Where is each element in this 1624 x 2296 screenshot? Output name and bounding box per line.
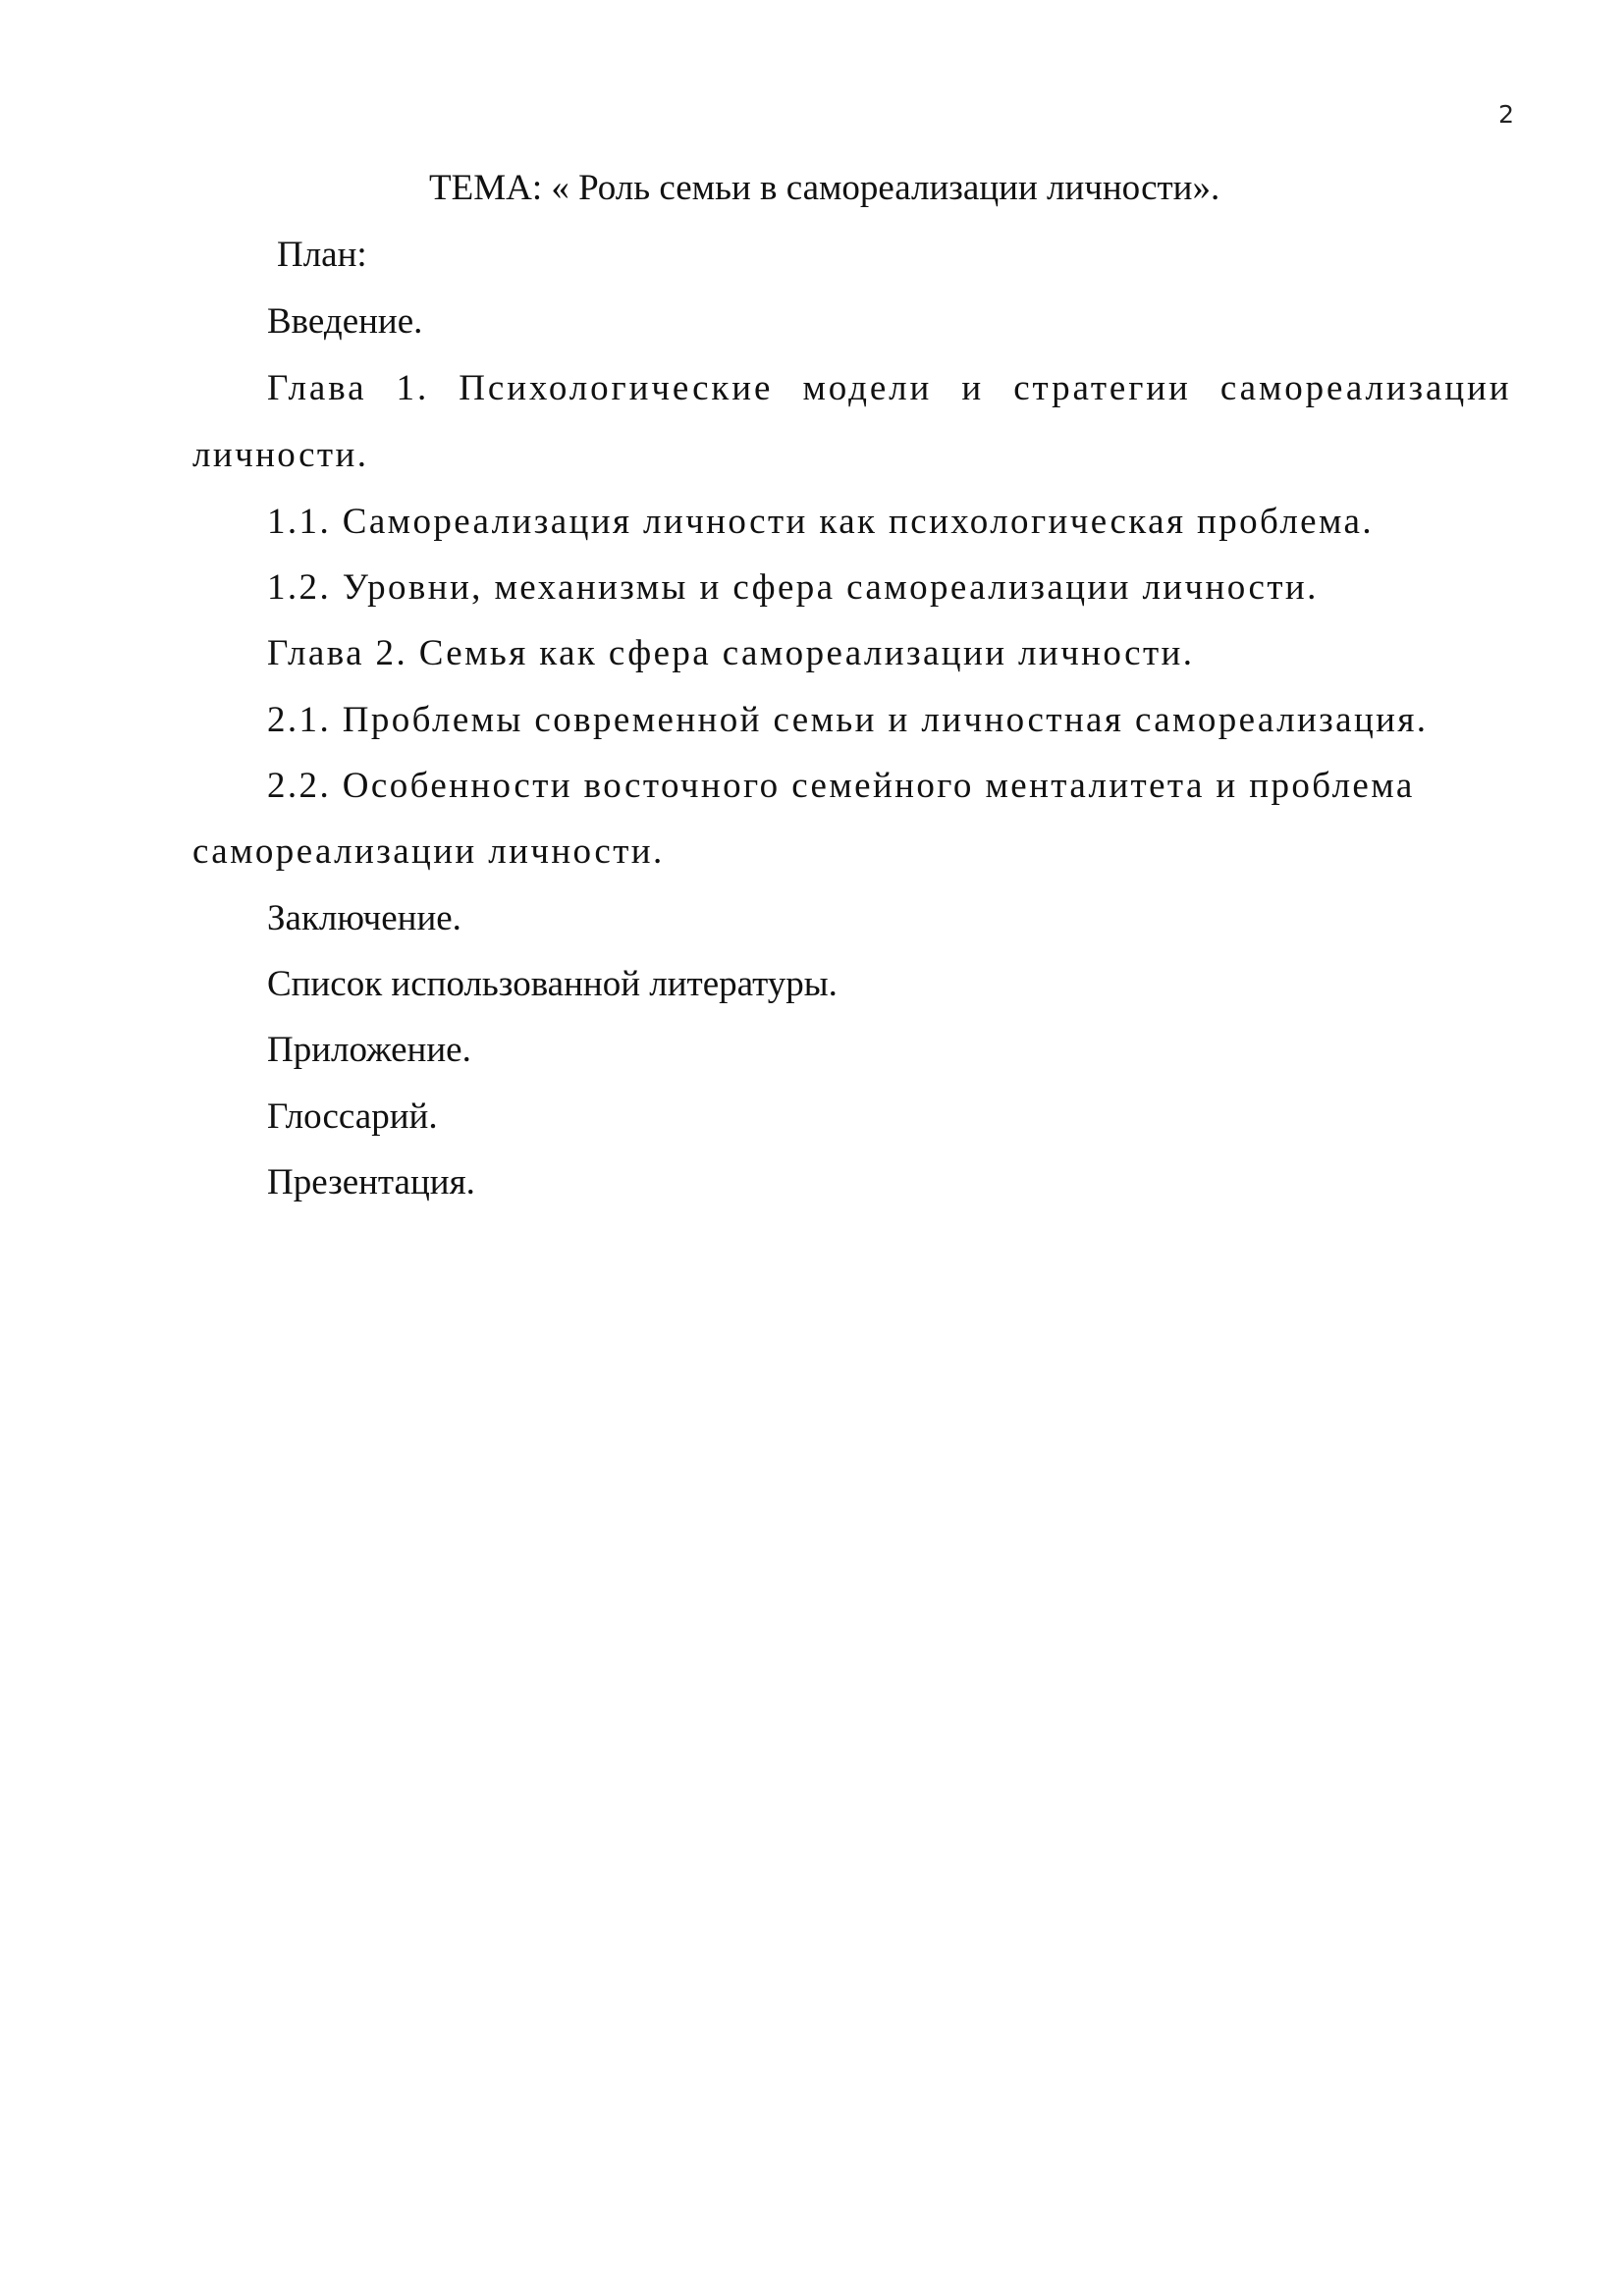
toc-item-section-2-2-line-2: самореализации личности. <box>192 831 665 872</box>
toc-item-chapter-2: Глава 2. Семья как сфера самореализации личности. <box>267 633 1195 673</box>
toc-item-chapter-1-line-1: Глава 1. Психологические модели и стратегии самореализации <box>267 368 1512 408</box>
toc-item-introduction: Введение. <box>267 301 423 342</box>
toc-item-chapter-1-line-2: личности. <box>192 435 369 475</box>
toc-item-presentation: Презентация. <box>267 1162 475 1202</box>
toc-item-section-2-2-line-1: 2.2. Особенности восточного семейного менталитета и проблема <box>267 766 1415 806</box>
toc-item-section-1-2: 1.2. Уровни, механизмы и сфера самореализации личности. <box>267 567 1319 608</box>
toc-item-section-1-1: 1.1. Самореализация личности как психологическая проблема. <box>267 502 1375 542</box>
toc-item-glossary: Глоссарий. <box>267 1096 438 1137</box>
toc-item-references: Список использованной литературы. <box>267 964 838 1004</box>
toc-item-conclusion: Заключение. <box>267 898 461 938</box>
toc-item-section-2-1: 2.1. Проблемы современной семьи и личностная самореализация. <box>267 700 1429 740</box>
plan-heading: План: <box>277 235 367 275</box>
toc-item-appendix: Приложение. <box>267 1030 471 1070</box>
page-number: 2 <box>1498 100 1514 129</box>
document-title: ТЕМА: « Роль семьи в самореализации личности». <box>429 168 1220 208</box>
